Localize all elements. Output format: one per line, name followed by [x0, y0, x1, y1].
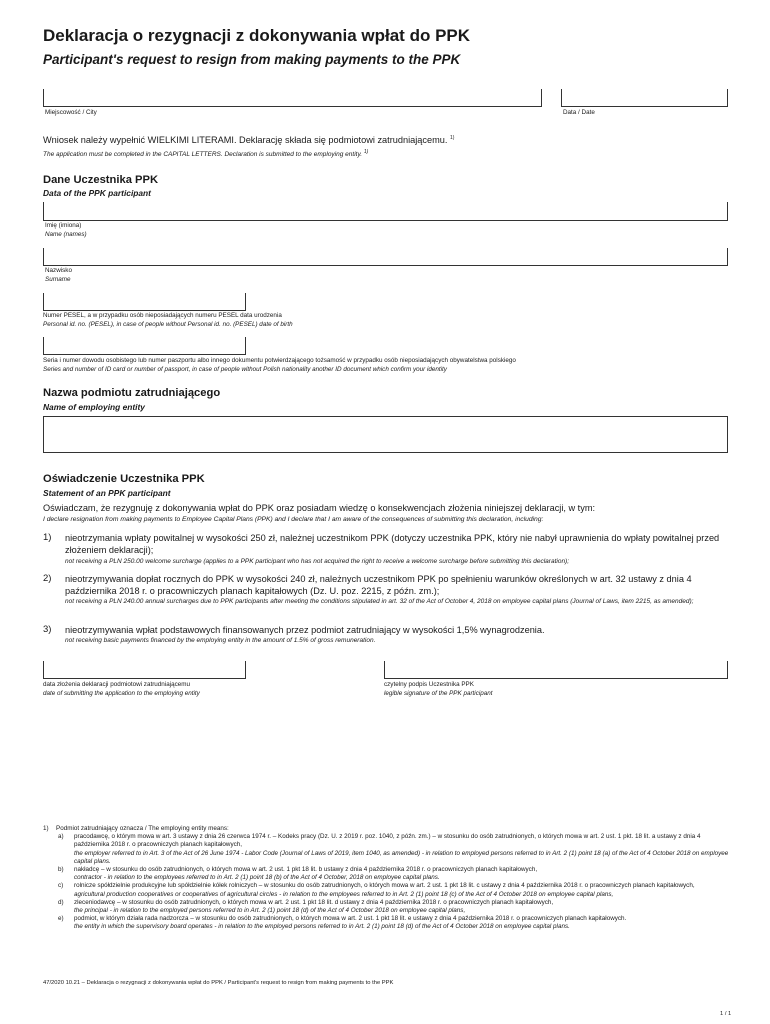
- statement-heading-en: Statement of an PPK participant: [43, 488, 171, 498]
- id-document-field[interactable]: [43, 337, 246, 355]
- footnote-intro: 1) Podmiot zatrudniający oznacza / The employing entity means:: [43, 825, 229, 832]
- document-title: Deklaracja o rezygnacji z dokonywania wpłat do PPK: [43, 26, 471, 45]
- date-label: Data / Date: [563, 109, 595, 116]
- footnote-item-b: b) nakładcę – w stosunku do osób zatrudnionych, o których mowa w art. 2 ust. 1 pkt 18 lit. b ustawy z dnia 4 października 2018 r. o pracowniczych planach kapitałowych, contractor - in relation to the employees referred to in Art. 2 (1) point 18 (b) of the Act of 4 October, 2018 on employee capital plans.: [58, 866, 538, 882]
- participant-heading: Dane Uczestnika PPK: [43, 174, 159, 186]
- employer-heading-en: Name of employing entity: [43, 402, 145, 412]
- employer-name-field[interactable]: [43, 416, 728, 453]
- surname-field[interactable]: [43, 248, 728, 266]
- page-number: 1 / 1: [720, 1011, 732, 1017]
- footnotes: [43, 825, 733, 932]
- item-text-en: not receiving a PLN 250.00 welcome surcharge (applies to a PPK participant who has not acquired the right to receive a welcome surcharge before submitting this declaration);: [65, 558, 570, 565]
- statement-heading: Oświadczenie Uczestnika PPK: [43, 473, 205, 485]
- place-label: Miejscowość / City: [45, 109, 97, 116]
- page-footer: 47/2020 10.21 – Deklaracja o rezygnacji z dokonywania wpłat do PPK / Participant's request to resign from making payments to the PPK: [43, 980, 394, 986]
- id-document-label: Seria i numer dowodu osobistego lub numer paszportu albo innego dokumentu potwierdzającego tożsamość w przypadku osób nieposiadających obywatelstwa polskiego Series and number of ID card or number of passport, in case of people without Polish nationality another ID document which confirm your identity: [43, 357, 516, 373]
- pesel-field[interactable]: [43, 293, 246, 311]
- submission-date-label: data złożenia deklaracji podmiotowi zatrudniającemu date of submitting the application to the employing entity: [43, 681, 200, 697]
- item-text-pl: nieotrzymywania wpłat podstawowych finansowanych przez podmiot zatrudniający w wysokości 1,5% wynagrodzenia.: [65, 625, 545, 635]
- intro-text-pl: Wniosek należy wypełnić WIELKIMI LITERAMI. Deklarację składa się podmiotowi zatrudniającemu. $^{1)}$: [43, 135, 455, 146]
- pesel-label: Numer PESEL, a w przypadku osób nieposiadających numeru PESEL data urodzenia Personal id. no. (PESEL), in case of people without Personal id. no. (PESEL) date of birth: [43, 312, 293, 328]
- item-text-pl: nieotrzymywania dopłat rocznych do PPK w wysokości 240 zł, należnych uczestnikom PPK po spełnieniu warunków określonych w art. 32 ustawy z dnia 4 października 2018 r. o pracowniczych planach kapitałowych (Dz. U. poz. 2215, z późn. zm.);: [65, 574, 692, 596]
- document-subtitle: Participant's request to resign from making payments to the PPK: [43, 52, 461, 67]
- surname-label: Nazwisko Surname: [45, 267, 72, 283]
- item-text-pl: nieotrzymania wpłaty powitalnej w wysokości 250 zł, należnej uczestnikom PPK (dotyczy uczestnika PPK, który nie nabył uprawnienia do wpłaty powitalnej przed złożeniem deklaracji);: [65, 533, 720, 555]
- item-text-en: not receiving a PLN 240.00 annual surcharges due to PPK participants after meeting the conditions stipulated in art. 32 of the Act of October 4, 2018 on employee capital plans (Journal of Laws, item 2215, as amended);: [65, 598, 694, 605]
- item-number: 2): [43, 573, 52, 584]
- item-text-en: not receiving basic payments financed by the employing entity in the amount of 1.5% of gross remuneration.: [65, 637, 376, 644]
- footnote-item-c: c) rolnicze spółdzielnie produkcyjne lub spółdzielnie kółek rolniczych – w stosunku do osób zatrudnionych, o których mowa w art. 2 ust. 1 pkt 18 lit. c ustawy z dnia 4 października 2018 r. o pracowniczych planach kapitałowych, agricultural production cooperatives or cooperatives of agricultural circles - in relation to the employees referred to in Art. 2 (1) point 18 (c) of the Act of 4 October 2018 on employee capital plans,: [58, 882, 695, 898]
- place-field[interactable]: [43, 89, 542, 107]
- item-number: 3): [43, 624, 52, 635]
- footnote-item-a: a) pracodawcę, o którym mowa w art. 3 ustawy z dnia 26 czerwca 1974 r. – Kodeks pracy (Dz. U. z 2019 r. poz. 1040, z późn. zm.) – w stosunku do osób zatrudnionych, o których mowa w art. 2 ust. 1 pkt. 18 lit. a ustawy z dnia 4 października 2018 r. o pracowniczych planach kapitałowych, the employer referred to in Art. 3 of the Act of 26 June 1974 - Labor Code (Journal of Laws of 2019, item 1040, as amended) - in relation to employed persons referred to in Art. 2 (1) point 18 (a) of the Act of 4 October 2018 on employee capital plans.: [58, 833, 729, 865]
- employer-heading: Nazwa podmiotu zatrudniającego: [43, 387, 221, 399]
- participant-heading-en: Data of the PPK participant: [43, 188, 151, 198]
- date-field[interactable]: [561, 89, 728, 107]
- signature-label: czytelny podpis Uczestnika PPK legible signature of the PPK participant: [384, 681, 493, 697]
- intro-text-en: The application must be completed in the CAPITAL LETTERS. Declaration is submitted to the employing entity. $^{1)}$: [43, 149, 369, 159]
- statement-intro-pl: Oświadczam, że rezygnuję z dokonywania wpłat do PPK oraz posiadam wiedzę o konsekwencjach złożenia niniejszej deklaracji, w tym:: [43, 503, 596, 513]
- names-field[interactable]: [43, 202, 728, 221]
- item-number: 1): [43, 532, 52, 543]
- signature-field[interactable]: [384, 661, 728, 679]
- footnote-item-d: d) zleceniodawcę – w stosunku do osób zatrudnionych, o których mowa w art. 2 ust. 1 pkt 18 lit. d ustawy z dnia 4 października 2018 r. o pracowniczych planach kapitałowych, the principal - in relation to the employed persons referred to in Art. 2 (1) point 18 (d) of the Act of 4 October 2018 on employee capital plans,: [58, 898, 554, 915]
- names-label: Imię (imiona) Name (names): [45, 222, 87, 238]
- statement-intro-en: I declare resignation from making payments to Employee Capital Plans (PPK) and I declare that I am aware of the consequences of submitting this declaration, including:: [43, 516, 544, 523]
- submission-date-field[interactable]: [43, 661, 246, 679]
- footnote-item-e: e) podmiot, w którym działa rada nadzorcza – w stosunku do osób zatrudnionych, o których mowa w art. 2 ust. 1 pkt 18 lit. e ustawy z dnia 4 października 2018 r. o pracowniczych planach kapitałowych. the entity in which the supervisory board operates - in relation to the employed persons referred to in Art. 2 (1) point 18 (d) of the Act of 4 October 2018 on employee capital plans.: [58, 915, 627, 931]
